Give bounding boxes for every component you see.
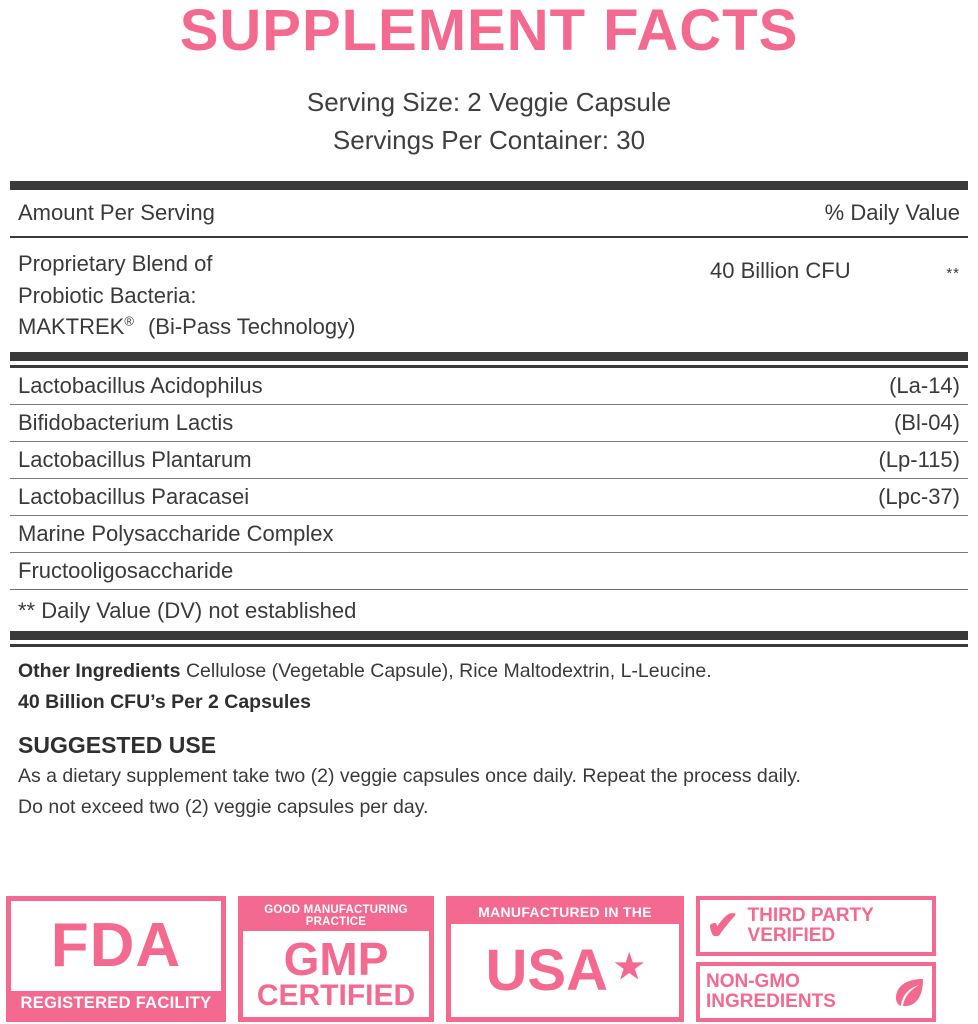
non-gmo-badge bbox=[696, 962, 936, 1022]
bipass-technology: (Bi-Pass Technology) bbox=[147, 313, 356, 339]
third-party-text bbox=[748, 906, 874, 946]
divider-bottom bbox=[10, 631, 968, 647]
daily-value-footnote: ** Daily Value (DV) not established bbox=[18, 598, 357, 624]
strain-code: (Lpc-37) bbox=[878, 484, 960, 510]
strain-code: (Lp-115) bbox=[878, 447, 960, 473]
non-gmo-line-1: NON-GMO bbox=[706, 971, 800, 993]
third-party-verified-badge bbox=[696, 896, 936, 956]
other-ingredients-line bbox=[18, 656, 960, 687]
strain-name: Fructooligosaccharide bbox=[18, 558, 234, 584]
other-ingredients-label: Other Ingredients bbox=[18, 660, 181, 683]
serving-info bbox=[10, 84, 968, 159]
strain-name: Bifidobacterium Lactis bbox=[18, 410, 234, 436]
table-header-row bbox=[10, 190, 968, 236]
gmp-badge bbox=[238, 896, 434, 1022]
non-gmo-line-2: INGREDIENTS bbox=[706, 991, 836, 1012]
usa-badge bbox=[446, 896, 684, 1022]
table-row bbox=[10, 553, 968, 589]
strain-name: Lactobacillus Plantarum bbox=[18, 447, 252, 473]
blend-amount: 40 Billion CFU bbox=[710, 258, 851, 284]
gmp-badge-word-2: CERTIFIED bbox=[256, 978, 416, 1012]
blend-amount-row bbox=[710, 255, 960, 286]
blend-daily-value: ** bbox=[946, 265, 960, 283]
verification-badge-stack bbox=[696, 896, 936, 1022]
certification-badges bbox=[6, 896, 972, 1022]
other-ingredients-block bbox=[10, 647, 968, 718]
gmp-badge-top: GOOD MANUFACTURING PRACTICE bbox=[243, 901, 429, 931]
gmp-badge-word-1: GMP bbox=[283, 932, 389, 985]
gmp-badge-main bbox=[243, 931, 429, 1017]
daily-value-label: % Daily Value bbox=[824, 200, 960, 226]
usa-badge-text: USA bbox=[485, 937, 608, 1003]
suggested-use-title: SUGGESTED USE bbox=[18, 732, 217, 759]
suggested-use-line-2: Do not exceed two (2) veggie capsules per day. bbox=[18, 795, 429, 818]
blend-line-2: Probiotic Bacteria: bbox=[18, 282, 197, 308]
table-row bbox=[10, 405, 968, 442]
fda-badge-sub: REGISTERED FACILITY bbox=[11, 991, 221, 1017]
usa-badge-main bbox=[451, 924, 679, 1017]
strain-name: Lactobacillus Paracasei bbox=[18, 484, 250, 510]
other-ingredients-text: Cellulose (Vegetable Capsule), Rice Maltodextrin, L-Leucine. bbox=[185, 660, 712, 683]
servings-per-container: Servings Per Container: 30 bbox=[332, 124, 646, 155]
strain-list bbox=[10, 368, 968, 589]
table-row bbox=[10, 516, 968, 553]
cfu-per-capsule-text: 40 Billion CFU’s Per 2 Capsules bbox=[18, 691, 311, 714]
fda-badge bbox=[6, 896, 226, 1022]
serving-size: Serving Size: 2 Veggie Capsule bbox=[306, 87, 672, 117]
suggested-use-line-1: As a dietary supplement take two (2) veggie capsules once daily. Repeat the process daily. bbox=[18, 765, 801, 788]
fda-badge-main: FDA bbox=[50, 911, 182, 980]
leaf-icon bbox=[892, 975, 926, 1009]
star-icon: ★ bbox=[613, 947, 645, 986]
third-party-line-2: VERIFIED bbox=[747, 925, 836, 946]
non-gmo-text bbox=[706, 972, 836, 1012]
table-row bbox=[10, 368, 968, 405]
proprietary-blend-block bbox=[10, 238, 968, 352]
strain-name: Lactobacillus Acidophilus bbox=[18, 373, 263, 399]
strain-name: Marine Polysaccharide Complex bbox=[18, 521, 334, 547]
blend-line-1: Proprietary Blend of bbox=[18, 251, 213, 277]
strain-code: (Bl-04) bbox=[893, 410, 960, 436]
divider-blend bbox=[10, 352, 968, 368]
amount-per-serving-label: Amount Per Serving bbox=[18, 200, 215, 226]
third-party-line-1: THIRD PARTY bbox=[747, 905, 874, 927]
table-row bbox=[10, 442, 968, 479]
registered-mark-icon: ® bbox=[124, 313, 134, 329]
strain-code: (La-14) bbox=[889, 373, 960, 399]
usa-badge-top: MANUFACTURED IN THE bbox=[451, 901, 679, 924]
maktrek-name: MAKTREK bbox=[18, 313, 125, 339]
divider-top bbox=[10, 181, 968, 190]
check-icon: ✔ bbox=[706, 904, 740, 948]
blend-line-3 bbox=[18, 311, 602, 342]
cfu-per-capsule-line bbox=[18, 687, 960, 718]
suggested-use-body bbox=[10, 761, 968, 821]
table-row bbox=[10, 479, 968, 516]
page-title: SUPPLEMENT FACTS bbox=[179, 0, 799, 63]
